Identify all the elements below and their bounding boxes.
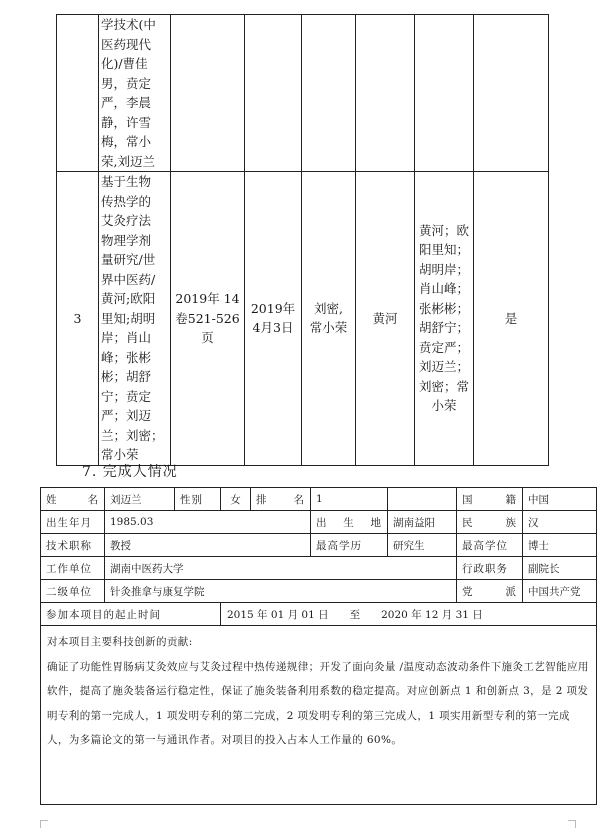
table-row [41,626,597,805]
rank-value: 1 [311,488,388,511]
table-row [41,511,597,534]
title-cell [99,15,171,172]
table-row [57,15,549,172]
contribution-label: 对本项目主要科技创新的贡献: [47,636,193,648]
ethnicity-label: 民 族 [457,511,523,534]
table-row [41,580,597,603]
ethnicity-value: 汉 [523,511,597,534]
crop-mark [40,820,48,828]
nationality-value: 中国 [523,488,597,511]
rank-label: 排 名 [251,488,311,511]
index-cell [57,15,99,172]
birthplace-value: 湖南益阳 [388,511,457,534]
dept-label: 二级单位 [41,580,105,603]
degree-label: 最高学位 [457,534,523,557]
name-label: 姓 名 [41,488,105,511]
unit-label: 工作单位 [41,557,105,580]
title-value: 教授 [105,534,311,557]
person-table [40,487,597,805]
all-authors-cell: 黄河；欧 阳里知； 胡明岸； 肖山峰； 张彬彬； 胡舒宁； 贲定严； 刘迈兰； 刘密；常 小荣 [415,172,474,466]
birthplace-label: 出生地 [311,511,388,534]
row-number: 3 [57,172,99,466]
party-value: 中国共产党 [523,580,597,603]
dept-value: 针灸推拿与康复学院 [105,580,457,603]
first-author-cell: 黄河 [356,172,415,466]
name-value: 刘迈兰 [105,488,175,511]
corresponding-author-cell: 刘密, 常小荣 [302,172,356,466]
paper-authors-text: 学技术(中 医药现代 化)/曹佳 男，贲定 严，李晨 静，许雪 梅，常小 荣,刘迈兰 [101,17,156,169]
crop-mark [568,820,576,828]
admin-value: 副院长 [523,557,597,580]
achievements-table [56,14,549,466]
period-label: 参加本项目的起止时间 [41,603,221,626]
party-label: 党 派 [457,580,523,603]
nationality-label: 国 籍 [457,488,523,511]
publication-cell: 2019年 14 卷521-526 页 [171,172,245,466]
education-value: 研究生 [388,534,457,557]
contribution-cell [41,626,597,805]
unit-value: 湖南中医药大学 [105,557,457,580]
birth-label: 出生年月 [41,511,105,534]
table-row [41,557,597,580]
table-row [41,534,597,557]
table-row [41,488,597,511]
contribution-text: 确证了功能性胃肠病艾灸效应与艾灸过程中热传递规律；开发了面向灸量 /温度动态波动条件下施灸工艺智能应用软件，提高了施灸装备运行稳定性，保证了施灸装备利用系数的稳定提高。对应创新点 1 和创新点 3，是 2 项发明专利的第一完成人，1 项发明专利的第二完成，2 项发明专利的第三完成人，1 项实用新型专利的第一完成人，为多篇论文的第一与通讯作者。对项目的投入占本人工作量的 60%。 [47,660,589,746]
admin-label: 行政职务 [457,557,523,580]
section-title: 7. 完成人情况 [82,464,178,480]
date-cell: 2019年 4月3日 [245,172,302,466]
gender-value: 女 [221,488,251,511]
education-label: 最高学历 [311,534,388,557]
title-label: 技术职称 [41,534,105,557]
period-value: 2015 年 01 月 01 日 至 2020 年 12 月 31 日 [221,603,597,626]
table-row [57,172,549,466]
table-row [41,603,597,626]
paper-title-text: 基于生物 传热学的 艾灸疗法 物理学剂 量研究/世 界中医药/ 黄河;欧阳 里知;胡明 岸；肖山 峰；张彬 彬；胡舒 宁；贲定 严；刘迈 兰；刘密； 常小荣 [101,174,164,462]
birth-value: 1985.03 [105,511,311,534]
flag-cell: 是 [474,172,549,466]
gender-label: 性别 [175,488,221,511]
degree-value: 博士 [523,534,597,557]
title-cell [99,172,171,466]
